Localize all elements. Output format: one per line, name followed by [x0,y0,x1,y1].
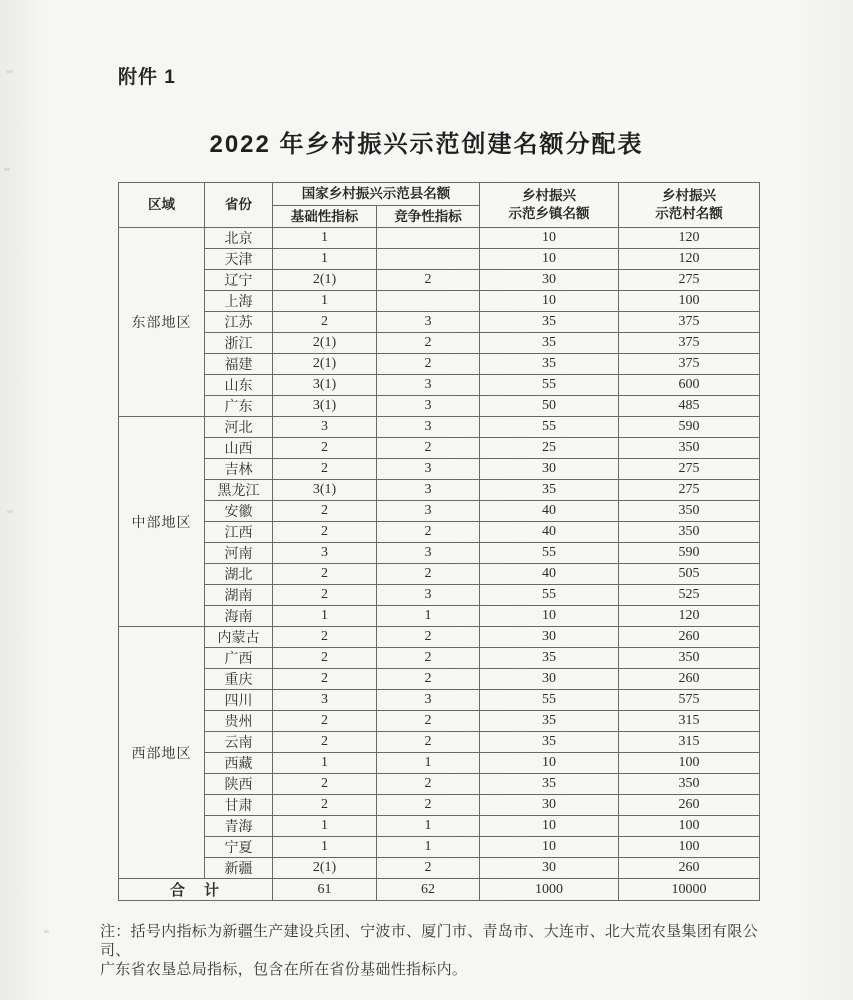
village-quota-cell: 525 [619,585,760,606]
township-quota-cell: 10 [480,228,619,249]
competitive-indicator-cell: 1 [377,606,480,627]
basic-indicator-cell: 2 [273,522,377,543]
village-quota-cell: 100 [619,816,760,837]
township-quota-cell: 50 [480,396,619,417]
col-header-village-quota [619,183,760,228]
province-row [119,312,760,333]
table-header [119,183,760,228]
footnote [100,923,772,980]
competitive-indicator-cell: 2 [377,648,480,669]
scan-artifact [44,930,49,933]
basic-indicator-cell: 2(1) [273,333,377,354]
province-cell: 新疆 [205,858,273,879]
competitive-indicator-cell: 2 [377,354,480,375]
region-cell: 西部地区 [119,627,205,879]
province-cell: 北京 [205,228,273,249]
township-header-line1: 乡村振兴 [522,188,576,204]
basic-indicator-cell: 2 [273,795,377,816]
village-quota-cell: 350 [619,522,760,543]
province-row [119,228,760,249]
province-row [119,480,760,501]
province-cell: 山西 [205,438,273,459]
village-quota-cell: 590 [619,417,760,438]
township-quota-cell: 35 [480,312,619,333]
basic-indicator-cell: 2(1) [273,858,377,879]
competitive-indicator-cell [377,249,480,270]
basic-indicator-cell: 2 [273,585,377,606]
footnote-line1: 注：括号内指标为新疆生产建设兵团、宁波市、厦门市、青岛市、大连市、北大荒农垦集团有限公司、 [100,924,758,959]
province-row [119,543,760,564]
competitive-indicator-cell: 3 [377,480,480,501]
competitive-indicator-cell: 3 [377,585,480,606]
province-cell: 辽宁 [205,270,273,291]
province-cell: 福建 [205,354,273,375]
village-quota-cell: 590 [619,543,760,564]
competitive-indicator-cell: 2 [377,732,480,753]
township-quota-cell: 30 [480,858,619,879]
province-cell: 湖南 [205,585,273,606]
basic-indicator-cell: 1 [273,228,377,249]
competitive-indicator-cell: 3 [377,417,480,438]
total-label-cell: 合 计 [119,879,273,901]
province-cell: 江苏 [205,312,273,333]
province-cell: 吉林 [205,459,273,480]
township-quota-cell: 55 [480,585,619,606]
province-cell: 河南 [205,543,273,564]
village-quota-cell: 275 [619,480,760,501]
village-quota-cell: 120 [619,249,760,270]
basic-indicator-cell: 2 [273,774,377,795]
competitive-indicator-cell: 2 [377,711,480,732]
competitive-indicator-cell: 2 [377,858,480,879]
competitive-indicator-cell: 2 [377,627,480,648]
township-header-line2: 示范乡镇名额 [508,206,590,221]
province-row [119,690,760,711]
province-cell: 湖北 [205,564,273,585]
province-row [119,669,760,690]
township-quota-cell: 30 [480,627,619,648]
province-row [119,774,760,795]
village-quota-cell: 100 [619,837,760,858]
region-cell: 中部地区 [119,417,205,627]
competitive-indicator-cell: 3 [377,501,480,522]
basic-indicator-cell: 1 [273,816,377,837]
township-quota-cell: 30 [480,270,619,291]
village-quota-cell: 350 [619,648,760,669]
basic-indicator-cell: 1 [273,291,377,312]
province-row [119,333,760,354]
township-quota-cell: 25 [480,438,619,459]
total-village-cell: 10000 [619,879,760,901]
village-quota-cell: 350 [619,501,760,522]
province-row [119,732,760,753]
township-quota-cell: 55 [480,690,619,711]
province-cell: 浙江 [205,333,273,354]
township-quota-cell: 40 [480,501,619,522]
township-quota-cell: 10 [480,816,619,837]
attachment-label: 附件 1 [118,67,176,88]
village-quota-cell: 315 [619,711,760,732]
col-header-competitive-indicator: 竞争性指标 [377,206,480,228]
township-quota-cell: 35 [480,333,619,354]
province-row [119,417,760,438]
col-header-province: 省份 [205,183,273,228]
basic-indicator-cell: 1 [273,606,377,627]
basic-indicator-cell: 3 [273,417,377,438]
township-quota-cell: 30 [480,459,619,480]
province-cell: 四川 [205,690,273,711]
province-cell: 海南 [205,606,273,627]
page-title: 2022 年乡村振兴示范创建名额分配表 [209,131,644,158]
province-row [119,858,760,879]
province-row [119,627,760,648]
province-row [119,354,760,375]
footnote-line2: 广东省农垦总局指标，包含在所在省份基础性指标内。 [100,962,468,978]
table-body [119,228,760,901]
competitive-indicator-cell: 1 [377,753,480,774]
total-basic-cell: 61 [273,879,377,901]
village-quota-cell: 505 [619,564,760,585]
col-header-region: 区域 [119,183,205,228]
province-cell: 广东 [205,396,273,417]
province-row [119,459,760,480]
township-quota-cell: 55 [480,543,619,564]
competitive-indicator-cell: 2 [377,795,480,816]
township-quota-cell: 55 [480,417,619,438]
competitive-indicator-cell: 3 [377,312,480,333]
province-row [119,375,760,396]
competitive-indicator-cell: 2 [377,333,480,354]
competitive-indicator-cell: 2 [377,270,480,291]
village-quota-cell: 260 [619,858,760,879]
township-quota-cell: 10 [480,753,619,774]
competitive-indicator-cell: 3 [377,543,480,564]
basic-indicator-cell: 3 [273,690,377,711]
competitive-indicator-cell: 2 [377,564,480,585]
competitive-indicator-cell: 1 [377,837,480,858]
province-row [119,711,760,732]
province-row [119,291,760,312]
competitive-indicator-cell [377,291,480,312]
region-cell: 东部地区 [119,228,205,417]
village-quota-cell: 350 [619,438,760,459]
basic-indicator-cell: 2 [273,312,377,333]
township-quota-cell: 10 [480,837,619,858]
total-township-cell: 1000 [480,879,619,901]
competitive-indicator-cell: 2 [377,438,480,459]
basic-indicator-cell: 2 [273,438,377,459]
province-cell: 河北 [205,417,273,438]
province-cell: 内蒙古 [205,627,273,648]
village-quota-cell: 575 [619,690,760,711]
basic-indicator-cell: 3(1) [273,396,377,417]
township-quota-cell: 35 [480,711,619,732]
total-competitive-cell: 62 [377,879,480,901]
province-cell: 江西 [205,522,273,543]
col-header-county-group: 国家乡村振兴示范县名额 [273,183,480,206]
township-quota-cell: 35 [480,732,619,753]
col-header-basic-indicator: 基础性指标 [273,206,377,228]
competitive-indicator-cell: 3 [377,459,480,480]
township-quota-cell: 35 [480,774,619,795]
province-row [119,522,760,543]
province-cell: 山东 [205,375,273,396]
village-quota-cell: 275 [619,270,760,291]
village-quota-cell: 260 [619,669,760,690]
province-row [119,837,760,858]
village-quota-cell: 375 [619,333,760,354]
province-row [119,396,760,417]
competitive-indicator-cell: 1 [377,816,480,837]
province-cell: 贵州 [205,711,273,732]
province-row [119,753,760,774]
village-quota-cell: 375 [619,312,760,333]
competitive-indicator-cell: 3 [377,375,480,396]
province-cell: 陕西 [205,774,273,795]
province-row [119,816,760,837]
competitive-indicator-cell: 2 [377,774,480,795]
township-quota-cell: 40 [480,522,619,543]
competitive-indicator-cell: 2 [377,669,480,690]
scan-artifact [4,168,10,171]
province-row [119,648,760,669]
township-quota-cell: 35 [480,354,619,375]
province-row [119,249,760,270]
basic-indicator-cell: 1 [273,249,377,270]
basic-indicator-cell: 3 [273,543,377,564]
basic-indicator-cell: 2 [273,627,377,648]
scan-artifact [6,70,13,73]
quota-allocation-table [118,182,760,901]
competitive-indicator-cell: 3 [377,690,480,711]
province-row [119,438,760,459]
basic-indicator-cell: 1 [273,837,377,858]
basic-indicator-cell: 2 [273,501,377,522]
basic-indicator-cell: 3(1) [273,375,377,396]
basic-indicator-cell: 3(1) [273,480,377,501]
village-quota-cell: 485 [619,396,760,417]
township-quota-cell: 35 [480,648,619,669]
basic-indicator-cell: 2(1) [273,270,377,291]
village-quota-cell: 315 [619,732,760,753]
province-cell: 西藏 [205,753,273,774]
township-quota-cell: 30 [480,669,619,690]
basic-indicator-cell: 2(1) [273,354,377,375]
province-row [119,501,760,522]
province-cell: 云南 [205,732,273,753]
village-quota-cell: 100 [619,753,760,774]
township-quota-cell: 10 [480,291,619,312]
village-quota-cell: 120 [619,606,760,627]
province-row [119,270,760,291]
village-quota-cell: 275 [619,459,760,480]
village-quota-cell: 600 [619,375,760,396]
basic-indicator-cell: 2 [273,459,377,480]
township-quota-cell: 10 [480,606,619,627]
basic-indicator-cell: 2 [273,711,377,732]
village-quota-cell: 375 [619,354,760,375]
village-header-line2: 示范村名额 [655,206,723,221]
province-cell: 黑龙江 [205,480,273,501]
province-cell: 上海 [205,291,273,312]
province-row [119,606,760,627]
province-cell: 天津 [205,249,273,270]
basic-indicator-cell: 2 [273,669,377,690]
township-quota-cell: 10 [480,249,619,270]
province-row [119,564,760,585]
col-header-township-quota [480,183,619,228]
village-quota-cell: 120 [619,228,760,249]
province-cell: 青海 [205,816,273,837]
township-quota-cell: 30 [480,795,619,816]
competitive-indicator-cell: 3 [377,396,480,417]
village-header-line1: 乡村振兴 [662,188,716,204]
competitive-indicator-cell [377,228,480,249]
competitive-indicator-cell: 2 [377,522,480,543]
township-quota-cell: 55 [480,375,619,396]
province-cell: 重庆 [205,669,273,690]
township-quota-cell: 35 [480,480,619,501]
basic-indicator-cell: 1 [273,753,377,774]
basic-indicator-cell: 2 [273,732,377,753]
province-row [119,795,760,816]
province-cell: 甘肃 [205,795,273,816]
basic-indicator-cell: 2 [273,648,377,669]
basic-indicator-cell: 2 [273,564,377,585]
total-row [119,879,760,901]
province-row [119,585,760,606]
province-cell: 安徽 [205,501,273,522]
scan-artifact [7,510,13,513]
village-quota-cell: 350 [619,774,760,795]
province-cell: 宁夏 [205,837,273,858]
village-quota-cell: 100 [619,291,760,312]
village-quota-cell: 260 [619,627,760,648]
village-quota-cell: 260 [619,795,760,816]
township-quota-cell: 40 [480,564,619,585]
province-cell: 广西 [205,648,273,669]
